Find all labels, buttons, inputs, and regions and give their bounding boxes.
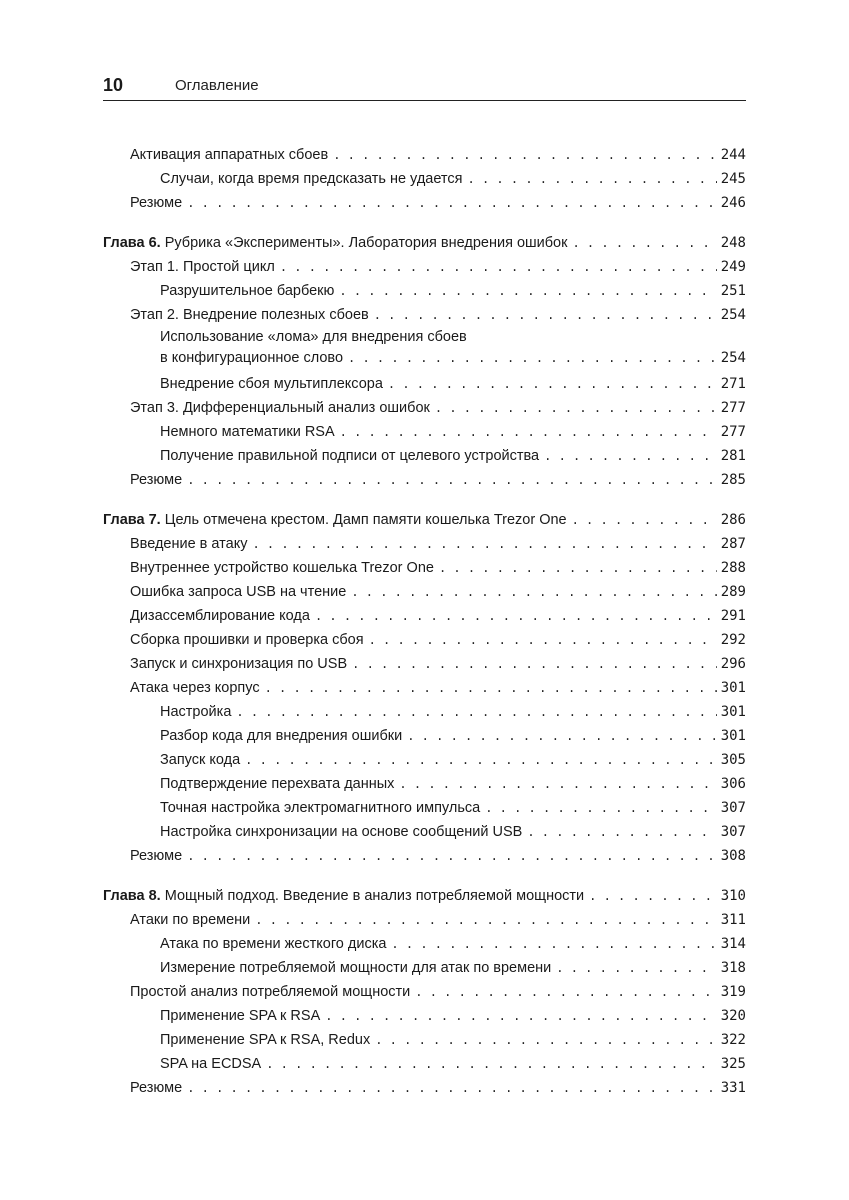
toc-entry[interactable]: Точная настройка электромагнитного импульса . . . 307: [103, 796, 746, 820]
toc-page: 307: [720, 824, 746, 840]
leader-dots: [266, 1052, 716, 1076]
toc-entry[interactable]: Сборка прошивки и проверка сбоя . . . 292: [103, 628, 746, 652]
toc-entry[interactable]: Этап 1. Простой цикл . . . 249: [103, 255, 746, 279]
leader-dots: [187, 844, 717, 868]
leader-dots: [485, 796, 717, 820]
toc-entry[interactable]: Разрушительное барбекю . . . 251: [103, 279, 746, 303]
toc-page: 306: [720, 776, 746, 792]
toc-page: 286: [720, 512, 746, 528]
toc-page: 318: [720, 960, 746, 976]
toc-page: 325: [720, 1056, 746, 1072]
toc-page: 301: [720, 728, 746, 744]
toc-page: 245: [720, 171, 746, 187]
leader-dots: [544, 444, 717, 468]
toc-page: 251: [720, 283, 746, 299]
toc-page: 277: [720, 424, 746, 440]
toc-page: 319: [720, 984, 746, 1000]
toc-page: 331: [720, 1080, 746, 1096]
leader-dots: [333, 143, 717, 167]
toc-entry[interactable]: Измерение потребляемой мощности для атак по времени . . . 318: [103, 956, 746, 980]
toc-page: 308: [720, 848, 746, 864]
leader-dots: [415, 980, 716, 1004]
toc-entry[interactable]: Ошибка запроса USB на чтение . . . 289: [103, 580, 746, 604]
toc-entry[interactable]: Резюме . . . 308: [103, 844, 746, 868]
toc-entry[interactable]: Резюме . . . 331: [103, 1076, 746, 1100]
table-of-contents: [103, 143, 746, 1100]
leader-dots: [340, 420, 717, 444]
leader-dots: [527, 820, 716, 844]
toc-page: 305: [720, 752, 746, 768]
page-number: 10: [103, 75, 124, 95]
toc-entry[interactable]: Разбор кода для внедрения ошибки . . . 301: [103, 724, 746, 748]
toc-entry[interactable]: Простой анализ потребляемой мощности . . . 319: [103, 980, 746, 1004]
leader-dots: [375, 1028, 716, 1052]
toc-page: 244: [720, 147, 746, 163]
toc-entry[interactable]: Введение в атаку . . . 287: [103, 532, 746, 556]
toc-page: 296: [720, 656, 746, 672]
toc-page: 281: [720, 448, 746, 464]
toc-chapter-6[interactable]: Глава 6. Рубрика «Эксперименты». Лаборатория внедрения ошибок . . . 248: [103, 231, 746, 255]
toc-page: 271: [720, 376, 746, 392]
chapter-number: Глава 6.: [103, 235, 161, 251]
toc-page: 301: [720, 680, 746, 696]
toc-page: 310: [720, 888, 746, 904]
leader-dots: [407, 724, 716, 748]
toc-entry[interactable]: SPA на ECDSA . . . 325: [103, 1052, 746, 1076]
toc-page: 287: [720, 536, 746, 552]
leader-dots: [339, 279, 716, 303]
leader-dots: [399, 772, 716, 796]
leader-dots: [325, 1004, 716, 1028]
toc-entry[interactable]: Запуск и синхронизация по USB . . . 296: [103, 652, 746, 676]
running-title: Оглавление: [175, 77, 259, 94]
toc-page: 277: [720, 400, 746, 416]
leader-dots: [572, 231, 716, 255]
toc-entry[interactable]: Атаки по времени . . . 311: [103, 908, 746, 932]
toc-page: 254: [720, 350, 746, 366]
chapter-number: Глава 7.: [103, 512, 161, 528]
leader-dots: [352, 652, 717, 676]
leader-dots: [265, 676, 717, 700]
page-header: [103, 72, 746, 101]
toc-entry[interactable]: Атака по времени жесткого диска . . . 314: [103, 932, 746, 956]
toc-entry[interactable]: Активация аппаратных сбоев . . . 244: [103, 143, 746, 167]
leader-dots: [556, 956, 716, 980]
toc-entry[interactable]: Подтверждение перехвата данных . . . 306: [103, 772, 746, 796]
leader-dots: [589, 884, 717, 908]
toc-page: 292: [720, 632, 746, 648]
toc-page: 307: [720, 800, 746, 816]
leader-dots: [468, 167, 717, 191]
toc-page: 254: [720, 307, 746, 323]
toc-entry[interactable]: Настройка синхронизации на основе сообщений USB . . . 307: [103, 820, 746, 844]
leader-dots: [439, 556, 717, 580]
leader-dots: [435, 396, 717, 420]
toc-entry[interactable]: Этап 3. Дифференциальный анализ ошибок . . . 277: [103, 396, 746, 420]
toc-entry[interactable]: Дизассемблирование кода . . . 291: [103, 604, 746, 628]
toc-entry[interactable]: Применение SPA к RSA, Redux . . . 322: [103, 1028, 746, 1052]
leader-dots: [245, 748, 717, 772]
toc-entry[interactable]: Использование «лома» для внедрения сбоев в конфигурационное слово . . . 254: [103, 327, 746, 372]
toc-entry[interactable]: Этап 2. Внедрение полезных сбоев . . . 254: [103, 303, 746, 327]
toc-entry[interactable]: Получение правильной подписи от целевого устройства . . . 281: [103, 444, 746, 468]
leader-dots: [187, 468, 717, 492]
toc-entry[interactable]: Резюме . . . 246: [103, 191, 746, 215]
toc-entry[interactable]: Внутреннее устройство кошелька Trezor One . . . 288: [103, 556, 746, 580]
toc-page: 320: [720, 1008, 746, 1024]
toc-page: 288: [720, 560, 746, 576]
leader-dots: [391, 932, 716, 956]
toc-entry[interactable]: Атака через корпус . . . 301: [103, 676, 746, 700]
toc-entry[interactable]: Внедрение сбоя мультиплексора . . . 271: [103, 372, 746, 396]
toc-entry[interactable]: Запуск кода . . . 305: [103, 748, 746, 772]
leader-dots: [187, 1076, 717, 1100]
toc-page: 311: [720, 912, 746, 928]
toc-page: 301: [720, 704, 746, 720]
toc-page: 246: [720, 195, 746, 211]
toc-page: 314: [720, 936, 746, 952]
leader-dots: [252, 532, 716, 556]
leader-dots: [374, 303, 717, 327]
leader-dots: [572, 508, 717, 532]
leader-dots: [369, 628, 717, 652]
toc-page: 289: [720, 584, 746, 600]
leader-dots: [236, 700, 716, 724]
toc-chapter-7[interactable]: Глава 7. Цель отмечена крестом. Дамп памяти кошелька Trezor One . . . 286: [103, 508, 746, 532]
leader-dots: [280, 255, 717, 279]
toc-page: 322: [720, 1032, 746, 1048]
leader-dots: [315, 604, 717, 628]
toc-entry[interactable]: Резюме . . . 285: [103, 468, 746, 492]
toc-page: 248: [720, 235, 746, 251]
toc-page: 249: [720, 259, 746, 275]
toc-page: 285: [720, 472, 746, 488]
toc-chapter-8[interactable]: Глава 8. Мощный подход. Введение в анализ потребляемой мощности . . . 310: [103, 884, 746, 908]
leader-dots: [255, 908, 716, 932]
leader-dots: [348, 348, 717, 369]
chapter-number: Глава 8.: [103, 888, 161, 904]
toc-entry[interactable]: Немного математики RSA . . . 277: [103, 420, 746, 444]
toc-entry[interactable]: Случаи, когда время предсказать не удается . . . 245: [103, 167, 746, 191]
leader-dots: [388, 372, 717, 396]
toc-page: 291: [720, 608, 746, 624]
toc-entry[interactable]: Применение SPA к RSA . . . 320: [103, 1004, 746, 1028]
toc-entry[interactable]: Настройка . . . 301: [103, 700, 746, 724]
leader-dots: [187, 191, 717, 215]
leader-dots: [351, 580, 716, 604]
